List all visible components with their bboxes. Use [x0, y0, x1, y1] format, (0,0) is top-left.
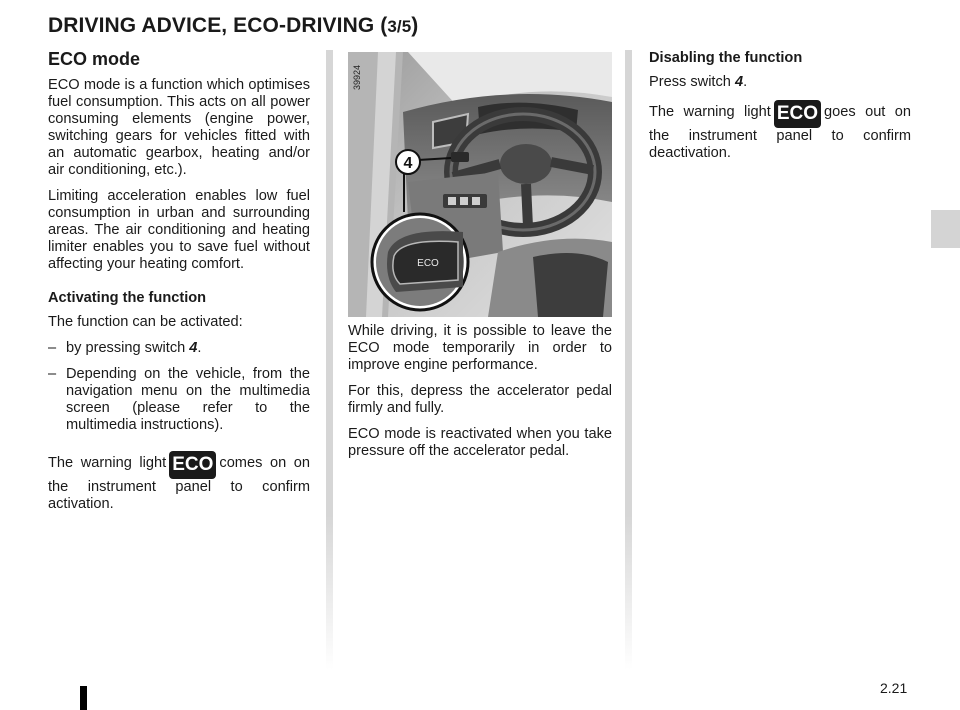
eco-mode-limiting: Limiting acceleration enables low fuel consumption in urban and surrounding areas. The air conditioning and heating limiter enables you to save fuel without affecting your heating comfort. — [48, 188, 310, 272]
figure-reference: 39924 — [352, 64, 362, 90]
eco-mode-intro: ECO mode is a function which optimises fuel consumption. This acts on all power consuming elements (engine power, switching gears for vehicles fitted with an automatic gearbox, heating and/or air conditioning, etc.). — [48, 77, 310, 178]
column-leaving-eco — [348, 323, 612, 469]
list-item: – by pressing switch 4. — [48, 340, 202, 356]
activating-heading: Activating the function — [48, 290, 207, 306]
column-divider — [625, 50, 632, 670]
page-number: 2.21 — [880, 680, 908, 696]
leave-eco-text: While driving, it is possible to leave the ECO mode temporarily in order to improve engine performance. — [348, 323, 612, 373]
deactivation-warning: The warning light ECO goes out on the instrument panel to confirm deactivation. — [649, 100, 911, 162]
activation-warning: The warning light ECO comes on on the instrument panel to confirm activation. — [48, 451, 310, 513]
list-item: – Depending on the vehicle, from the navigation menu on the multimedia screen (please refer to the multimedia instructions). — [48, 366, 310, 433]
print-mark — [80, 686, 87, 710]
disabling-heading: Disabling the function — [649, 50, 803, 66]
eco-warning-light-icon: ECO — [774, 100, 821, 128]
activating-intro: The function can be activated: — [48, 314, 243, 330]
column-eco-mode — [48, 50, 310, 522]
column-disabling — [649, 50, 911, 171]
column-divider — [326, 50, 333, 670]
page-title: DRIVING ADVICE, ECO-DRIVING (3/5) — [48, 14, 419, 37]
eco-warning-light-icon: ECO — [169, 451, 216, 479]
dashboard-illustration — [348, 52, 612, 317]
chapter-tab — [931, 210, 960, 248]
eco-button-label: ECO — [417, 258, 439, 269]
callout-number: 4 — [403, 155, 413, 172]
eco-mode-heading: ECO mode — [48, 49, 141, 69]
press-switch-text: Press switch 4. — [649, 74, 748, 90]
depress-pedal-text: For this, depress the accelerator pedal firmly and fully. — [348, 383, 612, 416]
reactivate-text: ECO mode is reactivated when you take pressure off the accelerator pedal. — [348, 426, 612, 459]
section-part: 3/5 — [387, 17, 412, 36]
